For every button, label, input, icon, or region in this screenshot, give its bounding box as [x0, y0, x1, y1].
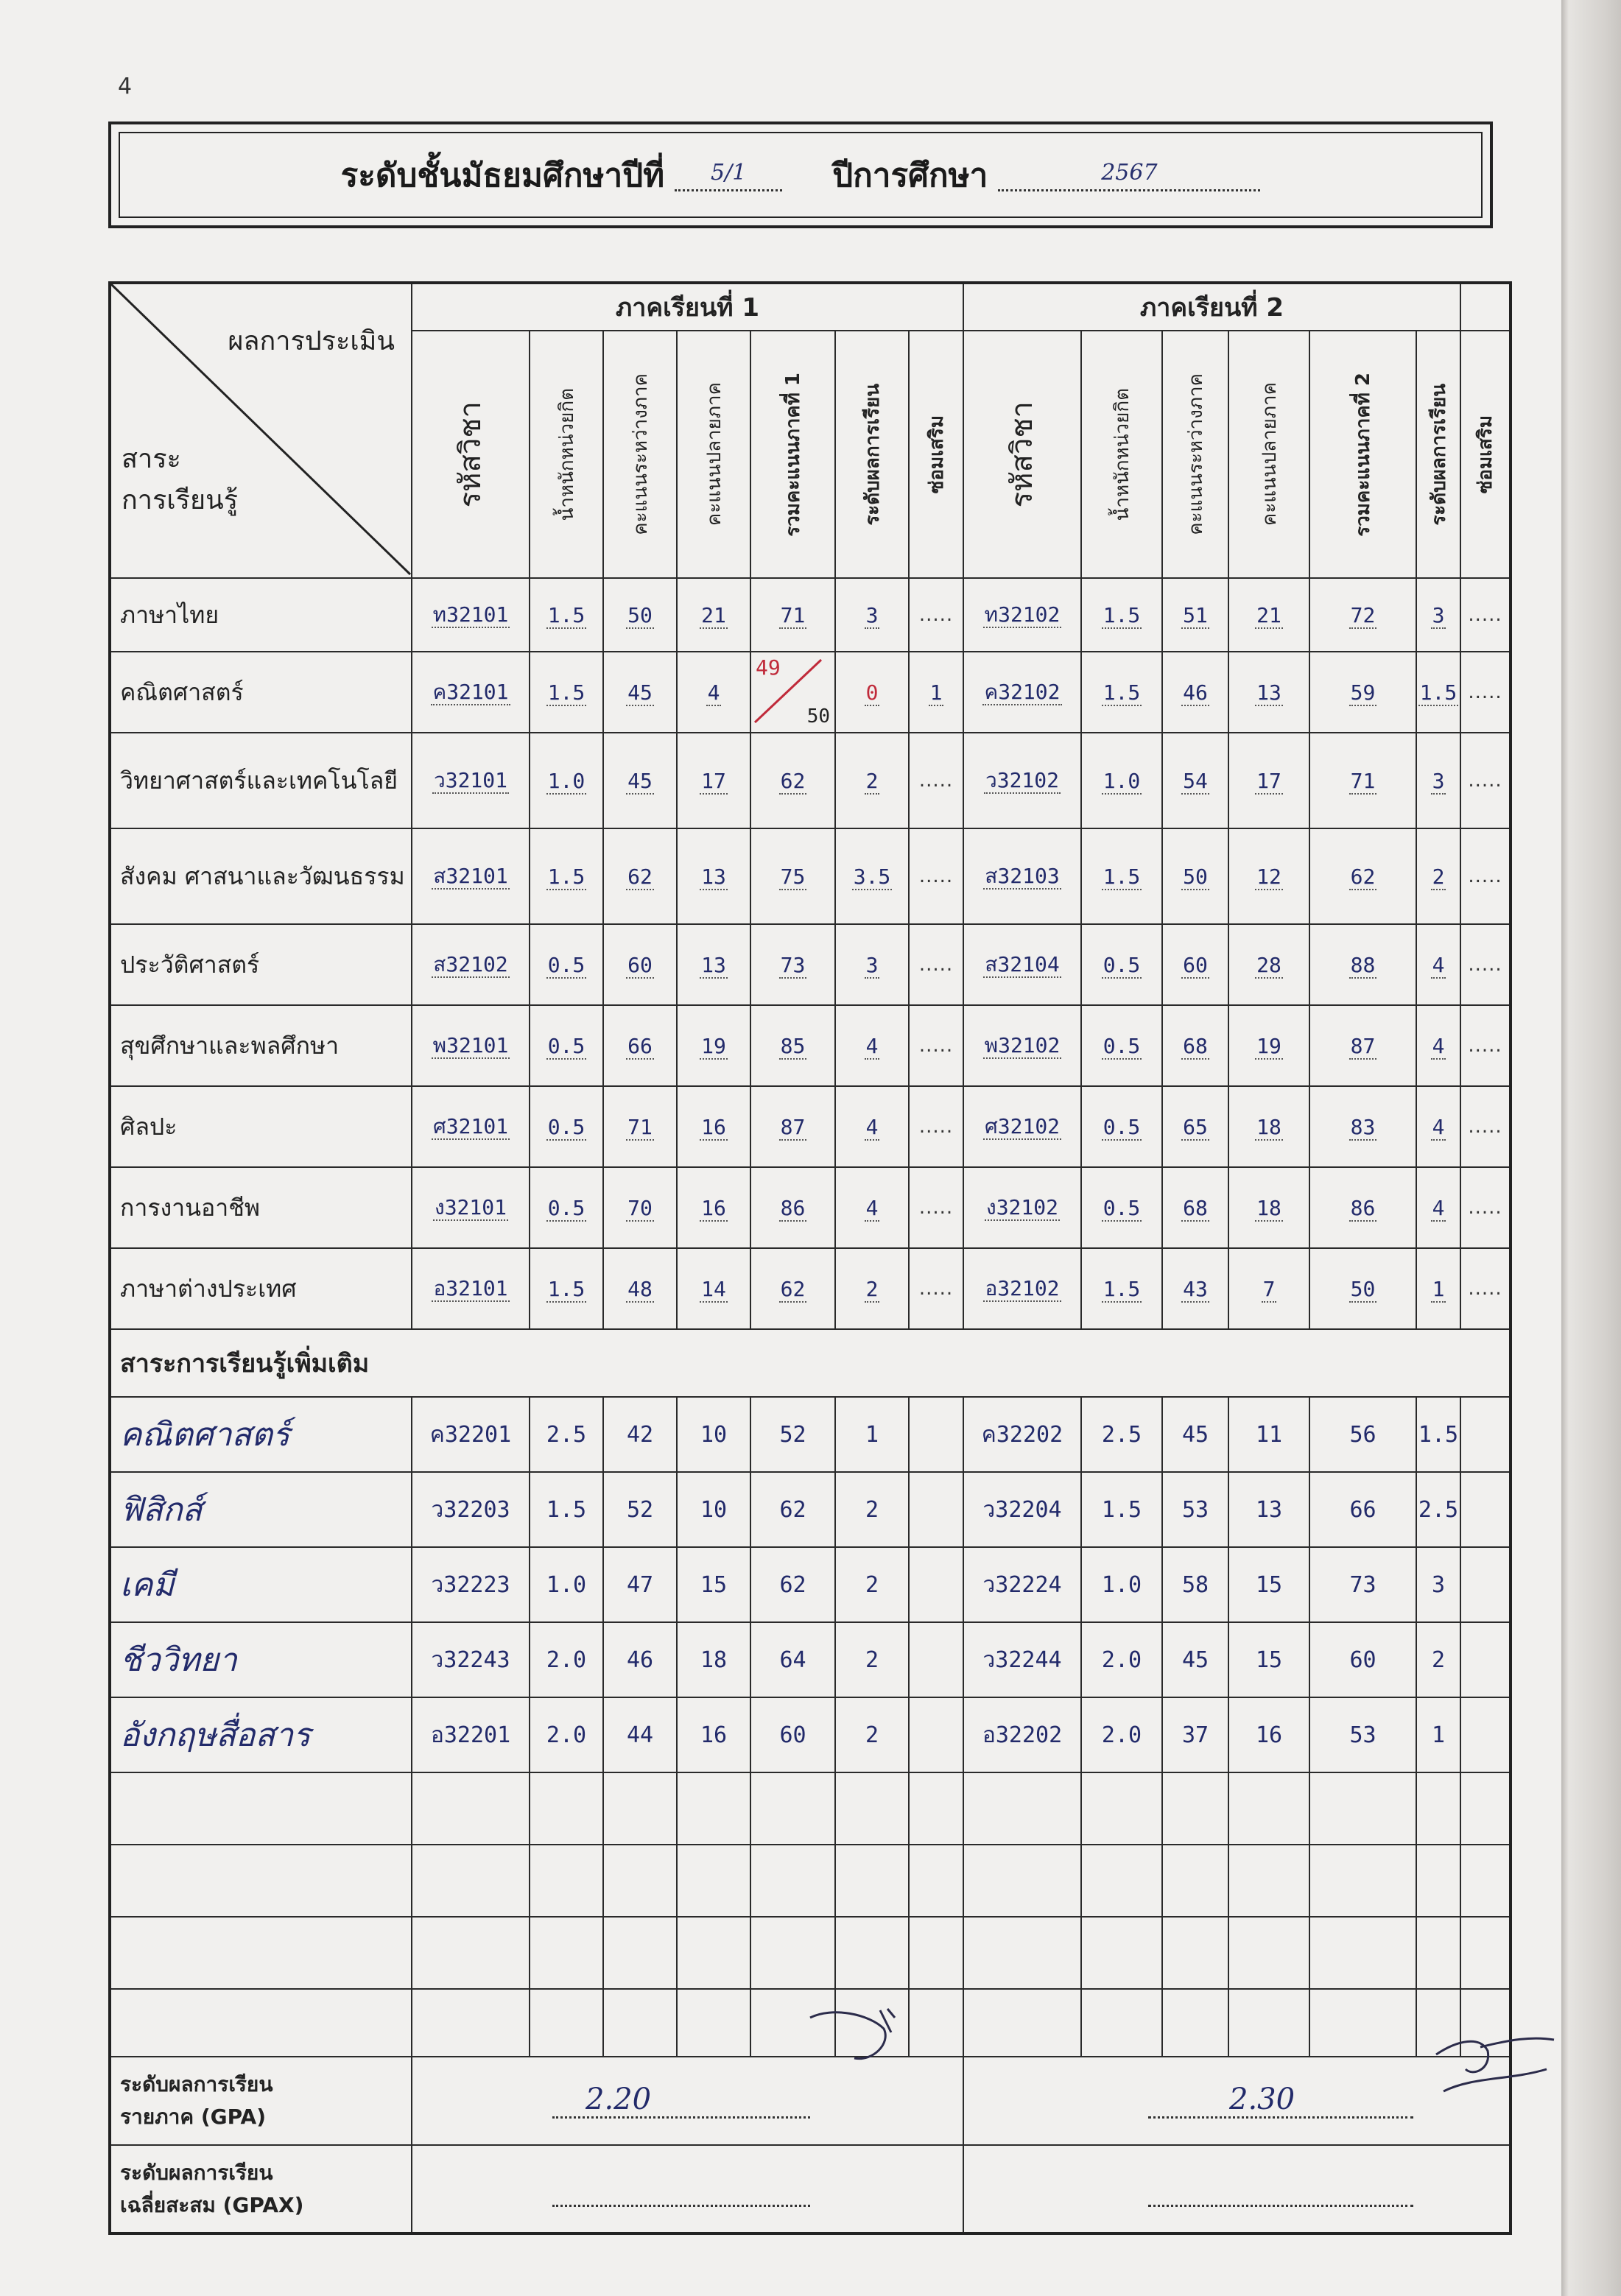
sem2-value: 87 — [1309, 1005, 1416, 1086]
sem1-value: 85 — [750, 1005, 835, 1086]
sem2-value: ..... — [1460, 1086, 1511, 1167]
grade-label: ระดับชั้นมัธยมศึกษาปีที่ — [340, 156, 665, 194]
subject-name: วิทยาศาสตร์และเทคโนโลยี — [110, 733, 412, 828]
sem1-value: 2.5 — [530, 1397, 603, 1472]
sem1-value: 1.5 — [530, 828, 603, 924]
sem2-value: 3 — [1416, 733, 1460, 828]
sem2-value: 1 — [1416, 1248, 1460, 1329]
sem1-value: ..... — [909, 828, 963, 924]
table-row — [110, 1697, 1511, 1772]
table-row — [110, 1086, 1511, 1167]
sem1-value: ค32201 — [412, 1397, 530, 1472]
sem2-value: ..... — [1460, 924, 1511, 1005]
sem1-value: 3 — [835, 924, 909, 1005]
sem2-value: 0.5 — [1081, 1005, 1162, 1086]
sem2-value: 50 — [1309, 1248, 1416, 1329]
sem2-value: 0.5 — [1081, 1086, 1162, 1167]
sem1-value: 1.0 — [530, 1547, 603, 1622]
sem2-value — [1460, 1622, 1511, 1697]
empty-row — [110, 1845, 1511, 1917]
sem1-value: 71 — [603, 1086, 677, 1167]
gpa-sem1-value: 2.20 — [586, 2082, 652, 2116]
sem1-value: 2 — [835, 1547, 909, 1622]
sem2-value: 17 — [1228, 733, 1309, 828]
sem2-value: 4 — [1416, 924, 1460, 1005]
sem2-col-2: น้ำหนักหน่วยกิต — [1081, 331, 1162, 578]
sem1-value: 16 — [677, 1697, 750, 1772]
sem2-value: 19 — [1228, 1005, 1309, 1086]
subject-name: ฟิสิกส์ — [110, 1472, 412, 1547]
subject-name: เคมี — [110, 1547, 412, 1622]
sem1-value: 2 — [835, 1472, 909, 1547]
sem1-value: 64 — [750, 1622, 835, 1697]
sem2-value — [1460, 1547, 1511, 1622]
subject-name: การงานอาชีพ — [110, 1167, 412, 1248]
sem1-value: 48 — [603, 1248, 677, 1329]
corner-bottom-label: สาระ การเรียนรู้ — [122, 444, 239, 515]
sem2-value: 16 — [1228, 1697, 1309, 1772]
sem2-value: 15 — [1228, 1622, 1309, 1697]
table-row — [110, 1622, 1511, 1697]
sem2-value: 1.5 — [1081, 828, 1162, 924]
subject-name: สุขศึกษาและพลศึกษา — [110, 1005, 412, 1086]
sem2-value: อ32102 — [963, 1248, 1081, 1329]
semester-2-header: ภาคเรียนที่ 2 — [963, 283, 1460, 331]
sem1-col-4: คะแนนปลายภาค — [677, 331, 750, 578]
sem1-value: 10 — [677, 1472, 750, 1547]
sem2-value: 1.0 — [1081, 1547, 1162, 1622]
sem2-value: 2 — [1416, 828, 1460, 924]
sem2-value: 1.0 — [1081, 733, 1162, 828]
sem1-value: 0.5 — [530, 1005, 603, 1086]
sem2-value: 56 — [1309, 1397, 1416, 1472]
sem2-value: 1.5 — [1081, 578, 1162, 652]
sem1-value: 86 — [750, 1167, 835, 1248]
sem1-value: 87 — [750, 1086, 835, 1167]
sem1-value: ท32101 — [412, 578, 530, 652]
sem1-value: 45 — [603, 652, 677, 733]
sem1-value — [909, 1622, 963, 1697]
sem2-value — [1460, 1697, 1511, 1772]
table-row — [110, 1397, 1511, 1472]
sem1-value: 16 — [677, 1167, 750, 1248]
sem1-value — [909, 1547, 963, 1622]
sem2-col-6: ระดับผลการเรียน — [1416, 331, 1460, 578]
sem1-value: ศ32101 — [412, 1086, 530, 1167]
sem2-value — [1460, 1397, 1511, 1472]
sem2-value: 46 — [1162, 652, 1228, 733]
sem2-value: 73 — [1309, 1547, 1416, 1622]
sem2-value: 53 — [1309, 1697, 1416, 1772]
sem1-value: 2 — [835, 1697, 909, 1772]
sem1-value: 3.5 — [835, 828, 909, 924]
year-label: ปีการศึกษา — [832, 156, 988, 194]
sem2-value: ..... — [1460, 828, 1511, 924]
sem1-value: 75 — [750, 828, 835, 924]
sem2-value: 2 — [1416, 1622, 1460, 1697]
sem1-value: 19 — [677, 1005, 750, 1086]
sem2-value: 13 — [1228, 652, 1309, 733]
empty-row — [110, 1772, 1511, 1845]
sem2-value: 15 — [1228, 1547, 1309, 1622]
sem1-value: 52 — [750, 1397, 835, 1472]
sem1-value: 2 — [835, 1622, 909, 1697]
title-line — [119, 132, 1483, 218]
signature-sem1 — [803, 2003, 906, 2069]
table-row — [110, 1472, 1511, 1547]
table-row — [110, 828, 1511, 924]
sem1-value: ว32243 — [412, 1622, 530, 1697]
sem1-value: 21 — [677, 578, 750, 652]
sem1-value: 50 — [603, 578, 677, 652]
corner-top-label: ผลการประเมิน — [228, 326, 395, 356]
sem1-value: ส32101 — [412, 828, 530, 924]
sem1-value: ..... — [909, 578, 963, 652]
table-row — [110, 1547, 1511, 1622]
sem1-value: 16 — [677, 1086, 750, 1167]
sem2-value: ..... — [1460, 1248, 1511, 1329]
sem2-value: ..... — [1460, 1167, 1511, 1248]
sem2-value: 11 — [1228, 1397, 1309, 1472]
sem2-value: 18 — [1228, 1086, 1309, 1167]
sem1-value: 18 — [677, 1622, 750, 1697]
sem1-value: ..... — [909, 733, 963, 828]
sem2-col-1: รหัสวิชา — [963, 331, 1081, 578]
sem1-value: 14 — [677, 1248, 750, 1329]
sem1-value: 44 — [603, 1697, 677, 1772]
sem1-value: 62 — [750, 1472, 835, 1547]
sem1-value: 0.5 — [530, 924, 603, 1005]
sem1-value: 10 — [677, 1397, 750, 1472]
sem2-value: 3 — [1416, 578, 1460, 652]
sem2-value: 43 — [1162, 1248, 1228, 1329]
gpax-sem2 — [963, 2145, 1511, 2233]
sem2-value: 71 — [1309, 733, 1416, 828]
table-row — [110, 733, 1511, 828]
sem2-value: ว32224 — [963, 1547, 1081, 1622]
sem2-value: 58 — [1162, 1547, 1228, 1622]
sem1-value: 1 — [909, 652, 963, 733]
sem1-value: 0 — [835, 652, 909, 733]
sem2-value: 13 — [1228, 1472, 1309, 1547]
sem2-value: ..... — [1460, 652, 1511, 733]
sem2-value: 45 — [1162, 1397, 1228, 1472]
sem2-value: 1.5 — [1081, 1472, 1162, 1547]
sem1-value: 71 — [750, 578, 835, 652]
sem1-value: ว32101 — [412, 733, 530, 828]
sem1-value: 2 — [835, 733, 909, 828]
corner-header — [110, 283, 412, 578]
sem1-value: ว32223 — [412, 1547, 530, 1622]
sem2-value: 86 — [1309, 1167, 1416, 1248]
sem1-value — [909, 1397, 963, 1472]
sem1-value: ง32101 — [412, 1167, 530, 1248]
sem1-value: อ32201 — [412, 1697, 530, 1772]
semester-2-header-extra — [1460, 283, 1511, 331]
sem1-value: 45 — [603, 733, 677, 828]
sem1-value: 62 — [603, 828, 677, 924]
sem1-value: 70 — [603, 1167, 677, 1248]
sem1-value: 1.5 — [530, 1248, 603, 1329]
grade-table — [108, 281, 1512, 2235]
sem1-value: 4 — [835, 1167, 909, 1248]
sem2-value: ศ32102 — [963, 1086, 1081, 1167]
sem1-col-5: รวมคะแนนภาคที่ 1 — [750, 331, 835, 578]
sem1-value: 1.5 — [530, 1472, 603, 1547]
sem2-value: อ32202 — [963, 1697, 1081, 1772]
sem1-value: 0.5 — [530, 1167, 603, 1248]
sem2-value: 50 — [1162, 828, 1228, 924]
sem2-value: 28 — [1228, 924, 1309, 1005]
title-box — [108, 122, 1493, 228]
subject-name: ภาษาไทย — [110, 578, 412, 652]
sem1-value: 46 — [603, 1622, 677, 1697]
subject-name: ชีววิทยา — [110, 1622, 412, 1697]
gpax-label: ระดับผลการเรียน เฉลี่ยสะสม (GPAX) — [110, 2145, 412, 2233]
sem1-value: 4 — [835, 1086, 909, 1167]
sem2-value: ว32204 — [963, 1472, 1081, 1547]
sem2-value: 18 — [1228, 1167, 1309, 1248]
sem1-value: 2 — [835, 1248, 909, 1329]
sem1-value: 17 — [677, 733, 750, 828]
table-row — [110, 652, 1511, 733]
sem1-value: ว32203 — [412, 1472, 530, 1547]
sem2-value: 60 — [1162, 924, 1228, 1005]
sem1-value: ..... — [909, 1086, 963, 1167]
sem1-value — [909, 1697, 963, 1772]
table-row — [110, 924, 1511, 1005]
sem1-value: ..... — [909, 924, 963, 1005]
sem2-value: พ32102 — [963, 1005, 1081, 1086]
sem1-value: 1.5 — [530, 652, 603, 733]
original-value: 50 — [806, 705, 830, 728]
sem1-col-3: คะแนนระหว่างภาค — [603, 331, 677, 578]
sem2-value: 1.5 — [1416, 652, 1460, 733]
gpax-sem1 — [412, 2145, 963, 2233]
sem1-value: 73 — [750, 924, 835, 1005]
sem2-value: 4 — [1416, 1167, 1460, 1248]
sem1-value: 52 — [603, 1472, 677, 1547]
sem2-value: 65 — [1162, 1086, 1228, 1167]
sem1-col-2: น้ำหนักหน่วยกิต — [530, 331, 603, 578]
sem2-value: 2.5 — [1416, 1472, 1460, 1547]
sem2-value: 51 — [1162, 578, 1228, 652]
sem1-value: 0.5 — [530, 1086, 603, 1167]
sem1-value: 1 — [835, 1397, 909, 1472]
sem1-value: 42 — [603, 1397, 677, 1472]
sem2-value: 2.5 — [1081, 1397, 1162, 1472]
sem2-col-3: คะแนนระหว่างภาค — [1162, 331, 1228, 578]
sem2-value: 4 — [1416, 1086, 1460, 1167]
sem2-value: ค32102 — [963, 652, 1081, 733]
sem1-col-6: ระดับผลการเรียน — [835, 331, 909, 578]
sem1-value: 47 — [603, 1547, 677, 1622]
sem2-value: 3 — [1416, 1547, 1460, 1622]
sem1-value: 62 — [750, 733, 835, 828]
sem2-value: ง32102 — [963, 1167, 1081, 1248]
sem1-value: 66 — [603, 1005, 677, 1086]
gpa-label: ระดับผลการเรียน รายภาค (GPA) — [110, 2057, 412, 2145]
year-value: 2567 — [998, 158, 1260, 191]
table-row — [110, 1005, 1511, 1086]
sem1-value: ค32101 — [412, 652, 530, 733]
sem2-value: 54 — [1162, 733, 1228, 828]
semester-1-header: ภาคเรียนที่ 1 — [412, 283, 963, 331]
section-row — [110, 1329, 1511, 1397]
sem2-value: 0.5 — [1081, 924, 1162, 1005]
sem2-value: ..... — [1460, 1005, 1511, 1086]
subject-name: ภาษาต่างประเทศ — [110, 1248, 412, 1329]
sem1-value: 3 — [835, 578, 909, 652]
gpa-sem1 — [412, 2057, 963, 2145]
sem1-value: 13 — [677, 828, 750, 924]
subject-name: สังคม ศาสนาและวัฒนธรรม — [110, 828, 412, 924]
sem1-value: ส32102 — [412, 924, 530, 1005]
sem1-value: อ32101 — [412, 1248, 530, 1329]
sem2-value: 60 — [1309, 1622, 1416, 1697]
sem2-value: 59 — [1309, 652, 1416, 733]
correction-value: 49 — [756, 655, 781, 680]
table-row — [110, 1167, 1511, 1248]
sem2-value: 1.5 — [1081, 652, 1162, 733]
sem2-value: 21 — [1228, 578, 1309, 652]
sem2-value: ค32202 — [963, 1397, 1081, 1472]
sem1-value: ..... — [909, 1167, 963, 1248]
gpax-row — [110, 2145, 1511, 2233]
sem1-value: 13 — [677, 924, 750, 1005]
page-number: 4 — [118, 74, 133, 99]
sem2-value: 68 — [1162, 1167, 1228, 1248]
sem2-col-4: คะแนนปลายภาค — [1228, 331, 1309, 578]
sem2-value — [1460, 1472, 1511, 1547]
sem2-value: 37 — [1162, 1697, 1228, 1772]
extra-subjects-heading: สาระการเรียนรู้เพิ่มเติม — [110, 1329, 1511, 1397]
sem2-value: 4 — [1416, 1005, 1460, 1086]
sem1-value: 60 — [750, 1697, 835, 1772]
sem2-value: ว32244 — [963, 1622, 1081, 1697]
sem1-total-corrected — [750, 652, 835, 733]
table-row — [110, 1248, 1511, 1329]
sem2-value: 45 — [1162, 1622, 1228, 1697]
sem1-col-7: ซ่อมเสริม — [909, 331, 963, 578]
sem2-value: 1 — [1416, 1697, 1460, 1772]
sem2-value: ส32103 — [963, 828, 1081, 924]
sem2-value: 72 — [1309, 578, 1416, 652]
sem1-value: 2.0 — [530, 1697, 603, 1772]
sem1-value: ..... — [909, 1248, 963, 1329]
sem2-col-7: ซ่อมเสริม — [1460, 331, 1511, 578]
sem1-value: 62 — [750, 1547, 835, 1622]
subject-name: อังกฤษสื่อสาร — [110, 1697, 412, 1772]
sem2-value: 1.5 — [1416, 1397, 1460, 1472]
sem1-value: ..... — [909, 1005, 963, 1086]
sem1-col-1: รหัสวิชา — [412, 331, 530, 578]
sem1-value: 62 — [750, 1248, 835, 1329]
sem2-value: ..... — [1460, 578, 1511, 652]
sem2-value: 2.0 — [1081, 1622, 1162, 1697]
gpa-row — [110, 2057, 1511, 2145]
empty-row — [110, 1917, 1511, 1989]
sem2-value: 66 — [1309, 1472, 1416, 1547]
sem1-value: 15 — [677, 1547, 750, 1622]
sem2-value: 2.0 — [1081, 1697, 1162, 1772]
grade-value: 5/1 — [675, 158, 782, 191]
sem1-value: 1.0 — [530, 733, 603, 828]
sem1-value: 4 — [677, 652, 750, 733]
sem2-value: ..... — [1460, 733, 1511, 828]
subject-name: คณิตศาสตร์ — [110, 652, 412, 733]
sem2-value: 7 — [1228, 1248, 1309, 1329]
sem2-value: 88 — [1309, 924, 1416, 1005]
sem2-col-5: รวมคะแนนภาคที่ 2 — [1309, 331, 1416, 578]
sem1-value: 1.5 — [530, 578, 603, 652]
sem2-value: ท32102 — [963, 578, 1081, 652]
sem2-value: 83 — [1309, 1086, 1416, 1167]
subject-name: คณิตศาสตร์ — [110, 1397, 412, 1472]
gpa-sem2-value: 2.30 — [1229, 2082, 1295, 2116]
sem2-value: 0.5 — [1081, 1167, 1162, 1248]
sem2-value: ว32102 — [963, 733, 1081, 828]
sem2-value: 1.5 — [1081, 1248, 1162, 1329]
sem2-value: 62 — [1309, 828, 1416, 924]
sem2-value: 53 — [1162, 1472, 1228, 1547]
sem2-value: 68 — [1162, 1005, 1228, 1086]
sem1-value — [909, 1472, 963, 1547]
opposite-page-edge — [1561, 0, 1621, 2296]
sem1-value: พ32101 — [412, 1005, 530, 1086]
subject-name: ศิลปะ — [110, 1086, 412, 1167]
sem1-value: 4 — [835, 1005, 909, 1086]
signature-sem2 — [1429, 2018, 1561, 2106]
subject-name: ประวัติศาสตร์ — [110, 924, 412, 1005]
sem1-value: 60 — [603, 924, 677, 1005]
table-row — [110, 578, 1511, 652]
sem1-value: 2.0 — [530, 1622, 603, 1697]
sem2-value: 12 — [1228, 828, 1309, 924]
sem2-value: ส32104 — [963, 924, 1081, 1005]
